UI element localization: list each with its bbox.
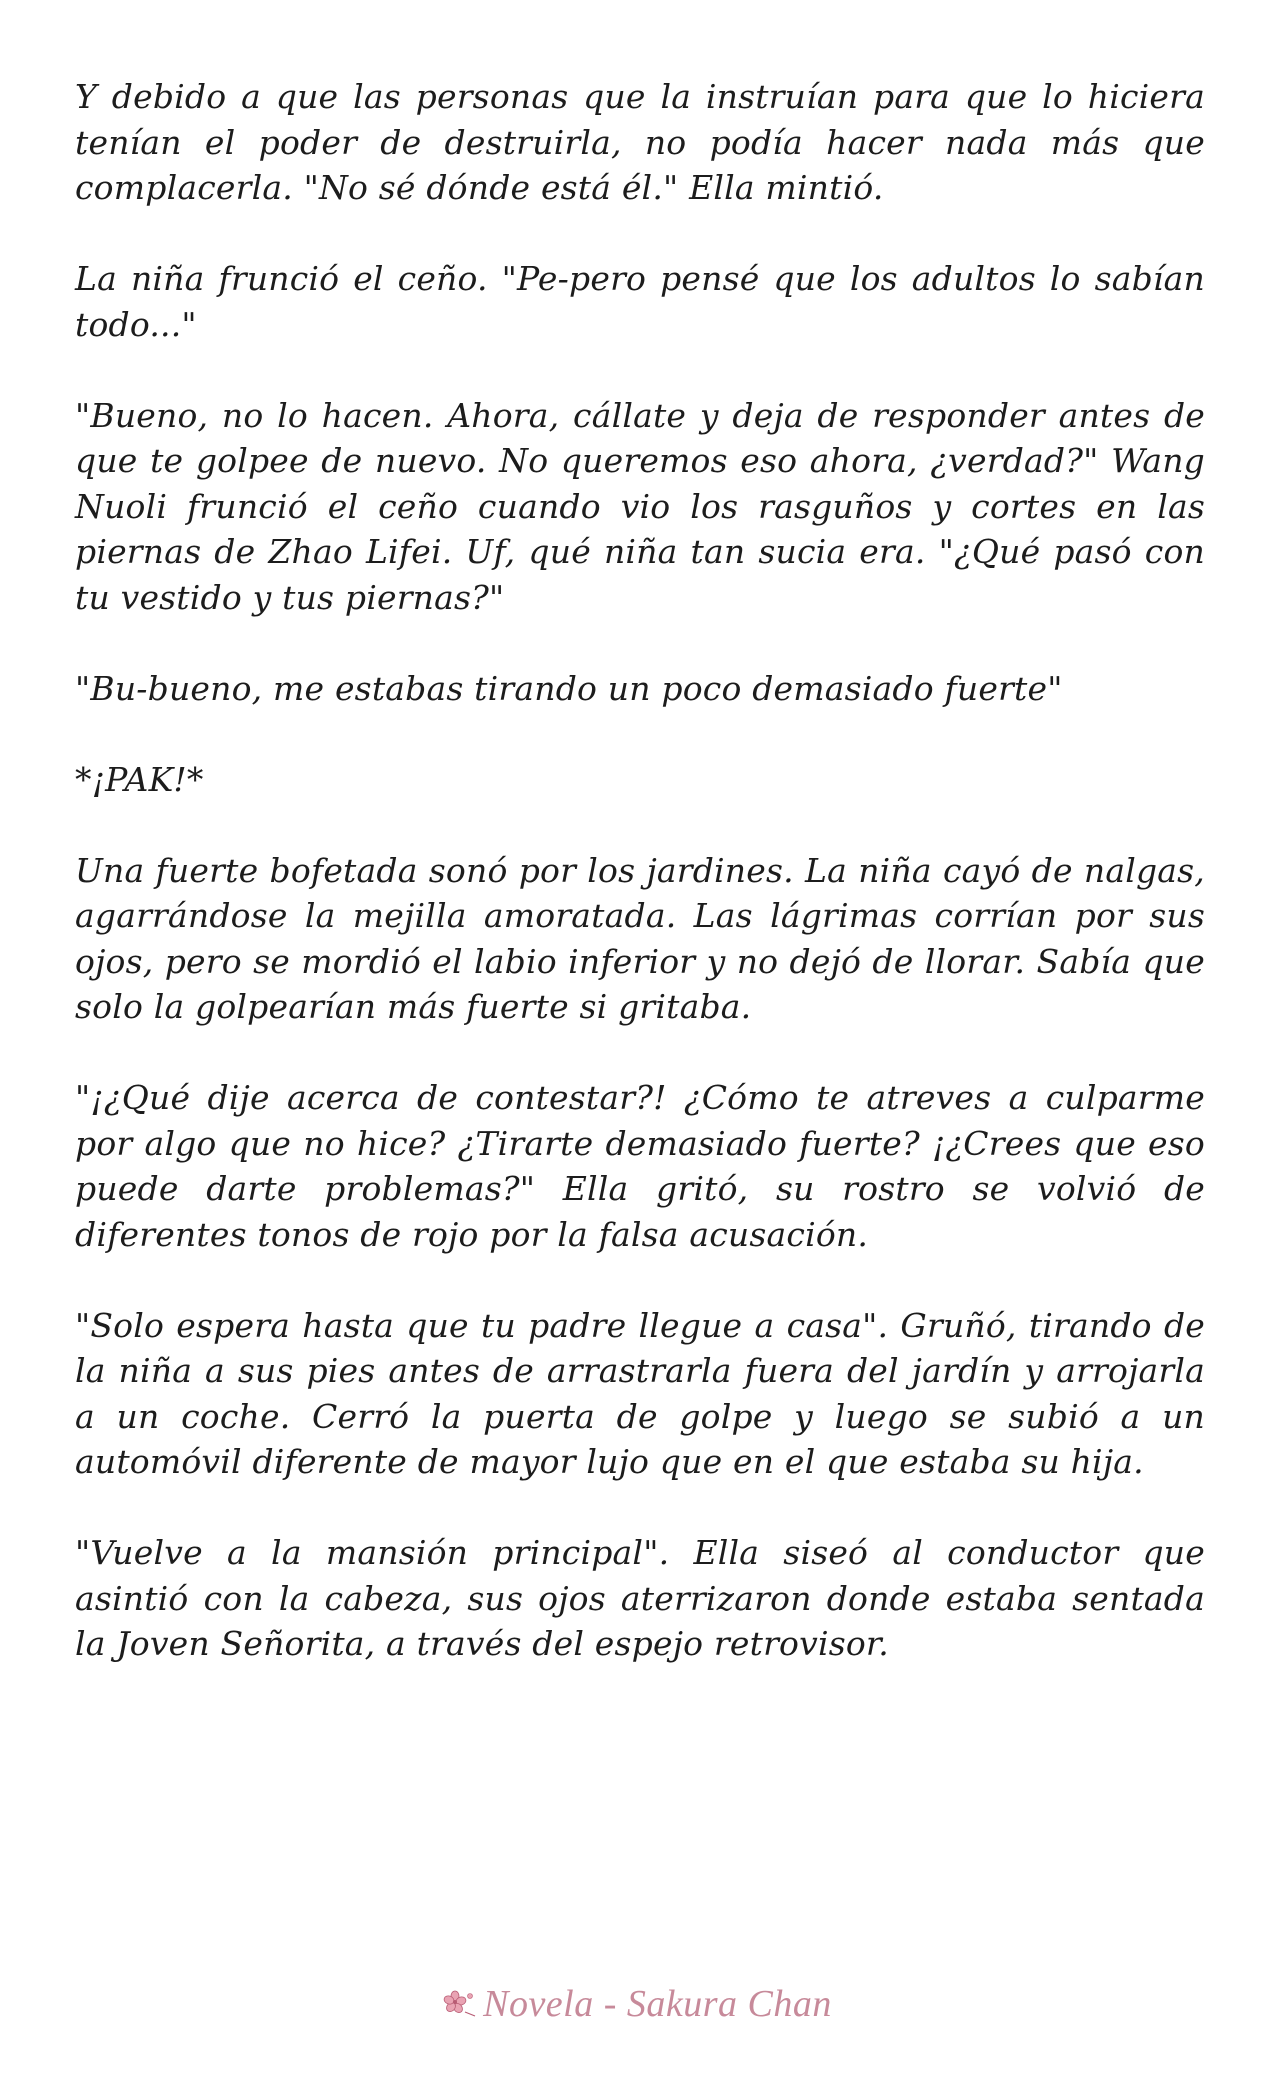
document-body xyxy=(75,74,1205,1712)
paragraph-2: La niña frunció el ceño. "Pe-pero pensé que los adultos lo sabían todo..." xyxy=(75,259,1205,344)
paragraph-3: "Bueno, no lo hacen. Ahora, cállate y deja de responder antes de que te golpee de nuevo. No queremos eso ahora, ¿verdad?" Wang Nuoli frunció el ceño cuando vio los rasguños y cortes en las piernas de Zhao Lifei. Uf, qué niña tan sucia era. "¿Qué pasó con tu vestido y tus piernas?" xyxy=(75,395,1205,617)
watermark-text: Novela - Sakura Chan xyxy=(483,1983,832,2025)
watermark-footer xyxy=(0,1982,1275,2026)
paragraph-1: Y debido a que las personas que la instruían para que lo hiciera tenían el poder de destruirla, no podía hacer nada más que complacerla. "No sé dónde está él." Ella mintió. xyxy=(75,77,1205,207)
paragraph-8: "Solo espera hasta que tu padre llegue a casa". Gruñó, tirando de la niña a sus pies antes de arrastrarla fuera del jardín y arrojarla a un coche. Cerró la puerta de golpe y luego se subió a un automóvil diferente de mayor lujo que en el que estaba su hija. xyxy=(75,1305,1205,1481)
paragraph-9: "Vuelve a la mansión principal". Ella siseó al conductor que asintió con la cabeza, sus ojos aterrizaron donde estaba sentada la Joven Señorita, a través del espejo retrovisor. xyxy=(75,1533,1205,1663)
paragraph-7: "¡¿Qué dije acerca de contestar?! ¿Cómo te atreves a culparme por algo que no hice? ¿Tirarte demasiado fuerte? ¡¿Crees que eso puede darte problemas?" Ella gritó, su rostro se volvió de diferentes tonos de rojo por la falsa acusación. xyxy=(75,1078,1205,1254)
paragraph-4: "Bu-bueno, me estabas tirando un poco demasiado fuerte" xyxy=(75,668,1063,708)
paragraph-6: Una fuerte bofetada sonó por los jardines. La niña cayó de nalgas, agarrándose la mejilla amoratada. Las lágrimas corrían por sus ojos, pero se mordió el labio inferior y no dejó de llorar. Sabía que solo la golpearían más fuerte si gritaba. xyxy=(75,850,1205,1026)
paragraph-5: *¡PAK!* xyxy=(75,759,204,799)
sakura-blossom-icon xyxy=(443,1984,477,2014)
